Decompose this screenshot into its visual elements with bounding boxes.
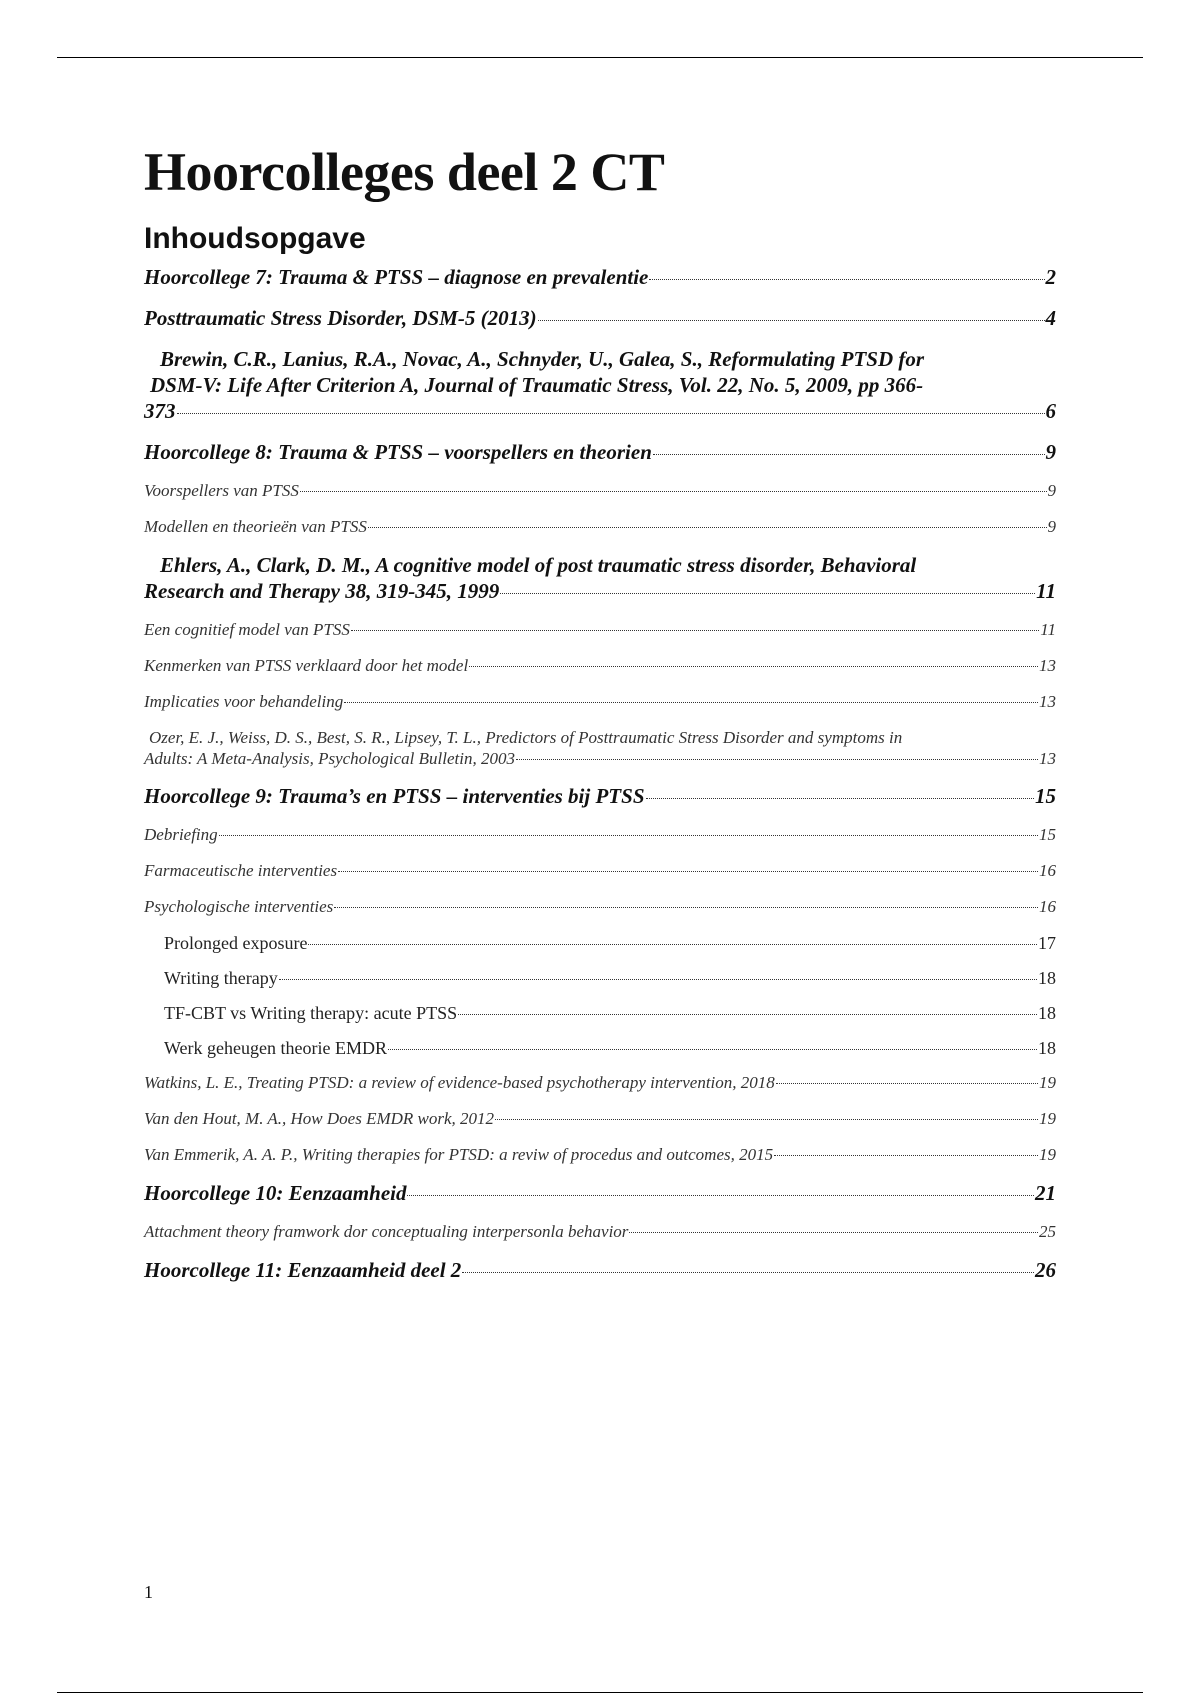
toc-entry-label-line: Research and Therapy 38, 319-345, 1999 bbox=[144, 579, 500, 603]
toc-leader-dots bbox=[219, 835, 1038, 836]
toc-entry-label: Hoorcollege 10: Eenzaamheid bbox=[144, 1181, 407, 1205]
toc-entry-page: 19 bbox=[1039, 1073, 1056, 1092]
toc-entry-page: 11 bbox=[1040, 620, 1056, 639]
toc-entry-label: Modellen en theorieën van PTSS bbox=[144, 517, 367, 536]
toc-entry-page: 18 bbox=[1038, 968, 1056, 988]
toc-entry-page: 4 bbox=[1045, 306, 1056, 330]
toc-entry-label: Hoorcollege 7: Trauma & PTSS – diagnose en prevalentie bbox=[144, 265, 649, 289]
toc-entry-label: TF-CBT vs Writing therapy: acute PTSS bbox=[164, 1003, 458, 1023]
toc-entry-page: 11 bbox=[1036, 579, 1056, 603]
toc-leader-dots bbox=[495, 1119, 1038, 1120]
toc-entry[interactable] bbox=[144, 264, 1056, 290]
toc-leader-dots bbox=[338, 871, 1038, 872]
toc-entry-page: 13 bbox=[1039, 692, 1056, 711]
toc-entry[interactable] bbox=[144, 439, 1056, 465]
toc-entry-page: 19 bbox=[1039, 1145, 1056, 1164]
toc-entry[interactable] bbox=[144, 1144, 1056, 1166]
toc-entry-label: Attachment theory framwork dor conceptualing interpersonla behavior bbox=[144, 1222, 629, 1241]
toc-entry-label: Watkins, L. E., Treating PTSD: a review of evidence-based psychotherapy intervention, 2018 bbox=[144, 1073, 775, 1092]
toc-entry-label: Farmaceutische interventies bbox=[144, 861, 338, 880]
toc-entry[interactable] bbox=[144, 516, 1056, 538]
toc-entry[interactable] bbox=[144, 552, 1056, 604]
toc-leader-dots bbox=[368, 527, 1047, 528]
footer-rule bbox=[57, 1692, 1143, 1693]
toc-entry[interactable] bbox=[144, 691, 1056, 713]
toc-entry-page: 25 bbox=[1039, 1222, 1056, 1241]
toc-entry[interactable] bbox=[144, 1072, 1056, 1094]
toc-leader-dots bbox=[462, 1272, 1034, 1273]
toc-entry-label: Debriefing bbox=[144, 825, 218, 844]
toc-entry-page: 16 bbox=[1039, 861, 1056, 880]
toc-leader-dots bbox=[500, 593, 1035, 594]
toc-leader-dots bbox=[177, 413, 1045, 414]
document-body bbox=[144, 142, 1056, 1298]
toc-entry-page: 9 bbox=[1047, 481, 1056, 500]
page-number: 1 bbox=[144, 1582, 153, 1602]
toc-entry-page: 9 bbox=[1047, 517, 1056, 536]
toc-entry-label: Hoorcollege 11: Eenzaamheid deel 2 bbox=[144, 1258, 462, 1282]
toc-entry-page: 26 bbox=[1035, 1258, 1056, 1282]
toc-entry[interactable] bbox=[144, 1037, 1056, 1059]
toc-entry[interactable] bbox=[144, 727, 1056, 769]
toc-leader-dots bbox=[407, 1195, 1034, 1196]
toc-leader-dots bbox=[776, 1083, 1038, 1084]
toc-entry[interactable] bbox=[144, 783, 1056, 809]
toc-entry-page: 16 bbox=[1039, 897, 1056, 916]
toc-entry[interactable] bbox=[144, 967, 1056, 989]
toc-leader-dots bbox=[388, 1049, 1037, 1050]
toc-entry[interactable] bbox=[144, 1180, 1056, 1206]
toc-entry-label: Implicaties voor behandeling bbox=[144, 692, 344, 711]
toc-entry-label-line: Brewin, C.R., Lanius, R.A., Novac, A., Schnyder, U., Galea, S., Reformulating PTSD for bbox=[160, 347, 925, 371]
toc-entry[interactable] bbox=[144, 619, 1056, 641]
toc-entry-label: Van den Hout, M. A., How Does EMDR work, 2012 bbox=[144, 1109, 495, 1128]
toc-entry-label: Hoorcollege 8: Trauma & PTSS – voorspellers en theorien bbox=[144, 440, 652, 464]
toc-entry-page: 13 bbox=[1039, 656, 1056, 675]
toc-entry-page: 15 bbox=[1035, 784, 1056, 808]
table-of-contents bbox=[144, 264, 1056, 1283]
toc-entry-label: Voorspellers van PTSS bbox=[144, 481, 299, 500]
toc-entry[interactable] bbox=[144, 346, 1056, 424]
toc-entry[interactable] bbox=[144, 896, 1056, 918]
toc-entry-label-line: Ozer, E. J., Weiss, D. S., Best, S. R., Lipsey, T. L., Predictors of Posttraumatic Stress Disorder and symptoms in bbox=[149, 728, 903, 747]
toc-entry-page: 17 bbox=[1038, 933, 1056, 953]
toc-entry-label: Prolonged exposure bbox=[164, 933, 308, 953]
toc-leader-dots bbox=[649, 279, 1044, 280]
toc-leader-dots bbox=[351, 630, 1039, 631]
toc-entry-label-line: Adults: A Meta-Analysis, Psychological Bulletin, 2003 bbox=[144, 749, 515, 768]
toc-leader-dots bbox=[653, 454, 1045, 455]
toc-leader-dots bbox=[300, 491, 1047, 492]
toc-leader-dots bbox=[334, 907, 1038, 908]
toc-entry-page: 2 bbox=[1045, 265, 1056, 289]
toc-entry[interactable] bbox=[144, 1108, 1056, 1130]
toc-entry-page: 15 bbox=[1039, 825, 1056, 844]
toc-entry[interactable] bbox=[144, 1257, 1056, 1283]
toc-leader-dots bbox=[469, 666, 1038, 667]
header-rule bbox=[57, 57, 1143, 58]
toc-entry[interactable] bbox=[144, 655, 1056, 677]
toc-leader-dots bbox=[646, 798, 1035, 799]
toc-entry-page: 18 bbox=[1038, 1038, 1056, 1058]
toc-entry-page: 19 bbox=[1039, 1109, 1056, 1128]
toc-entry-page: 13 bbox=[1039, 749, 1056, 768]
toc-entry-label: Kenmerken van PTSS verklaard door het model bbox=[144, 656, 469, 675]
toc-leader-dots bbox=[458, 1014, 1037, 1015]
toc-entry[interactable] bbox=[144, 305, 1056, 331]
toc-entry-label-line: Ehlers, A., Clark, D. M., A cognitive model of post traumatic stress disorder, Behavioral bbox=[160, 553, 917, 577]
toc-leader-dots bbox=[538, 320, 1045, 321]
toc-entry-label: Hoorcollege 9: Trauma’s en PTSS – interventies bij PTSS bbox=[144, 784, 645, 808]
toc-entry-page: 6 bbox=[1045, 399, 1056, 423]
toc-entry-page: 9 bbox=[1045, 440, 1056, 464]
toc-entry-label: Psychologische interventies bbox=[144, 897, 334, 916]
toc-entry[interactable] bbox=[144, 860, 1056, 882]
toc-leader-dots bbox=[308, 944, 1037, 945]
toc-leader-dots bbox=[629, 1232, 1038, 1233]
toc-entry-label: Writing therapy bbox=[164, 968, 278, 988]
toc-entry-page: 21 bbox=[1035, 1181, 1056, 1205]
document-title: Hoorcolleges deel 2 CT bbox=[144, 142, 665, 202]
toc-entry[interactable] bbox=[144, 480, 1056, 502]
toc-leader-dots bbox=[279, 979, 1037, 980]
toc-entry-label-line: DSM-V: Life After Criterion A, Journal of Traumatic Stress, Vol. 22, No. 5, 2009, pp 366- bbox=[150, 373, 924, 397]
toc-entry-label: Werk geheugen theorie EMDR bbox=[164, 1038, 387, 1058]
toc-heading: Inhoudsopgave bbox=[144, 222, 366, 255]
toc-leader-dots bbox=[774, 1155, 1038, 1156]
toc-entry[interactable] bbox=[144, 1221, 1056, 1243]
toc-entry-label: Van Emmerik, A. A. P., Writing therapies for PTSD: a reviw of procedus and outcomes, 2015 bbox=[144, 1145, 774, 1164]
toc-entry[interactable] bbox=[144, 932, 1056, 954]
toc-leader-dots bbox=[516, 759, 1038, 760]
toc-leader-dots bbox=[344, 702, 1038, 703]
toc-entry-page: 18 bbox=[1038, 1003, 1056, 1023]
toc-entry-label-line: 373 bbox=[144, 399, 176, 423]
toc-entry[interactable] bbox=[144, 824, 1056, 846]
toc-entry-label: Een cognitief model van PTSS bbox=[144, 620, 350, 639]
toc-entry[interactable] bbox=[144, 1002, 1056, 1024]
toc-entry-label: Posttraumatic Stress Disorder, DSM-5 (2013) bbox=[144, 306, 537, 330]
